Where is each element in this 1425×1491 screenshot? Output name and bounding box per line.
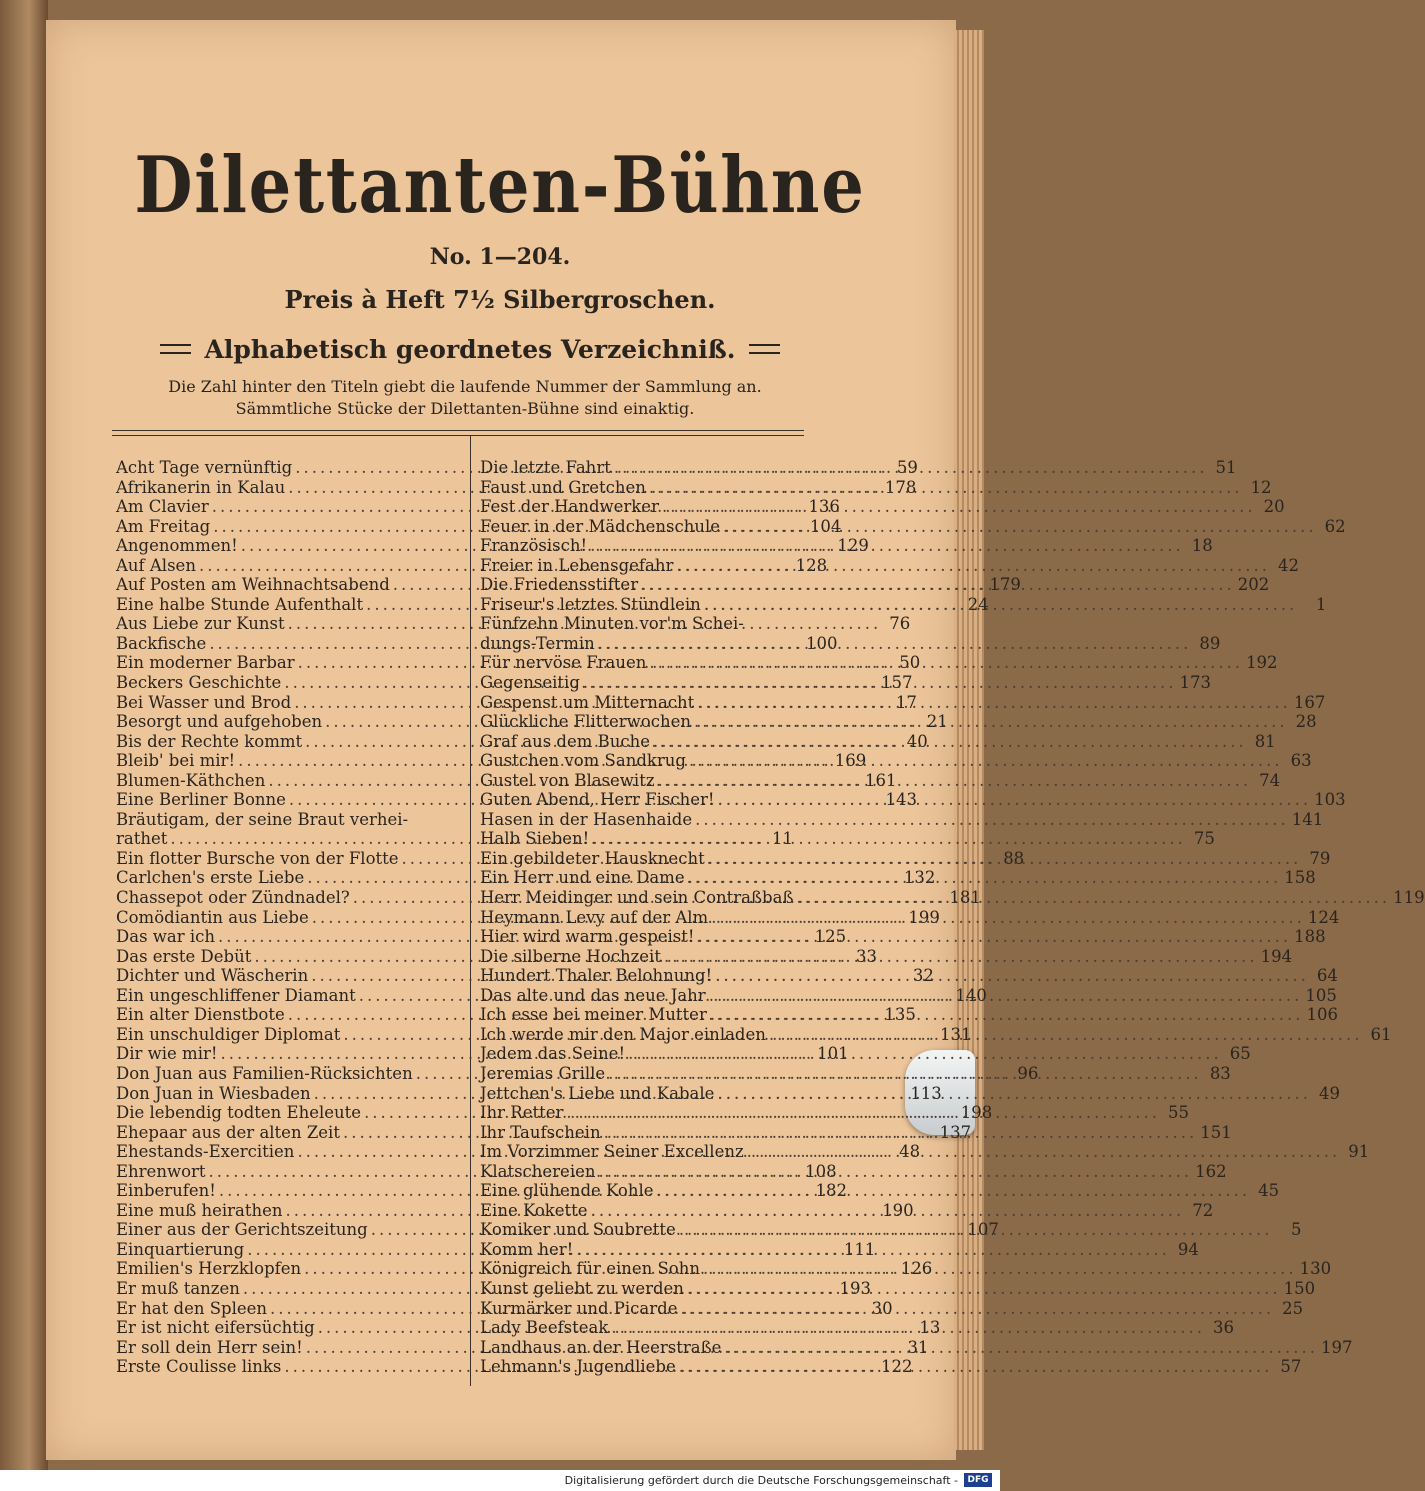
dot-leader	[588, 1201, 1188, 1220]
entry-number: 50	[899, 653, 921, 673]
index-entry	[116, 810, 456, 830]
entry-title: dungs-Termin	[480, 633, 595, 653]
dot-leader	[563, 1103, 1163, 1122]
entry-number: 193	[839, 1278, 872, 1298]
dot-leader	[705, 849, 1305, 868]
entry-number: 140	[955, 985, 987, 1005]
decorative-rule-left	[160, 344, 191, 354]
entry-number: 104	[809, 516, 842, 536]
entry-title: Das erste Debüt	[116, 946, 252, 966]
entry-number: 132	[903, 868, 936, 888]
entry-title: Komiker und Soubrette	[480, 1220, 676, 1240]
entry-number: 108	[805, 1161, 837, 1181]
dot-leader	[677, 1299, 1277, 1318]
table-top-rule	[112, 430, 804, 436]
entry-title: Backfische	[116, 633, 207, 653]
entry-title: Ein ungeschliffener Diamant	[116, 985, 356, 1005]
entry-number: 105	[1305, 985, 1337, 1005]
entry-title: Carlchen's erste Liebe	[116, 868, 305, 888]
facing-page-edge	[0, 0, 48, 1470]
entry-number: 137	[939, 1122, 972, 1142]
entry-title: Französisch!	[480, 536, 588, 556]
entry-title: Am Clavier	[116, 497, 209, 517]
funding-credit: Digitalisierung gefördert durch die Deutsche Forschungsgemeinschaft -	[564, 1474, 958, 1487]
index-entry	[480, 829, 1215, 849]
entry-number: 136	[808, 497, 840, 517]
dot-leader	[587, 536, 1187, 555]
entry-title: Acht Tage vernünftig	[116, 458, 293, 477]
entry-number: 179	[989, 575, 1021, 595]
entry-title: Bis der Rechte kommt	[116, 731, 303, 751]
entry-number: 150	[1283, 1278, 1316, 1298]
price-line: Preis à Heft 7½ Silbergroschen.	[284, 285, 716, 314]
entry-number: 143	[885, 790, 918, 810]
dot-leader	[589, 829, 1189, 848]
number-range: No. 1—204.	[429, 244, 571, 270]
dot-leader	[596, 1162, 1196, 1181]
entry-number: 13	[919, 1318, 941, 1338]
dot-leader	[701, 595, 1301, 614]
entry-number: 100	[805, 633, 838, 653]
entry-number: 79	[1309, 848, 1331, 868]
entry-title: Kunst geliebt zu werden	[480, 1278, 684, 1298]
entry-title: Ich esse bei meiner Mutter	[480, 1005, 707, 1025]
entry-title: Ihr Retter	[480, 1103, 564, 1123]
entry-title: Ehepaar aus der alten Zeit	[116, 1122, 340, 1142]
entry-number: 17	[895, 692, 917, 712]
entry-number: 81	[1254, 731, 1276, 751]
entry-number: 31	[907, 1337, 929, 1357]
entry-title: Im Vorzimmer Seiner Excellenz	[480, 1142, 744, 1162]
entry-title: Don Juan aus Familien-Rücksichten	[116, 1063, 413, 1083]
dot-leader	[720, 517, 1320, 536]
entry-title: Für nervöse Frauen	[480, 653, 647, 673]
entry-number: 57	[1280, 1357, 1302, 1377]
note-line-2: Sämmtliche Stücke der Dilettanten-Bühne sind einaktig.	[235, 399, 695, 418]
entry-title: Klatschereien	[480, 1161, 596, 1181]
note-line-1: Die Zahl hinter den Titeln giebt die laufende Nummer der Sammlung an.	[168, 377, 762, 396]
entry-title: Das war ich	[116, 927, 216, 947]
entry-number: 96	[1017, 1063, 1039, 1083]
entry-number: 162	[1195, 1161, 1227, 1181]
dot-leader	[673, 556, 1273, 575]
entry-number: 28	[1295, 712, 1317, 732]
entry-title: Eine halbe Stunde Aufenthalt	[116, 594, 364, 614]
entry-number: 122	[881, 1357, 913, 1377]
dfg-logo: DFG	[964, 1473, 992, 1487]
entry-number: 190	[882, 1200, 914, 1220]
entry-title: Die Friedensstifter	[480, 575, 639, 595]
dot-leader	[744, 1142, 1344, 1161]
entry-number: 157	[880, 673, 913, 693]
entry-title: Faust und Gretchen	[480, 477, 646, 497]
entry-title: Erste Coulisse links	[116, 1357, 282, 1377]
entry-number: 173	[1179, 673, 1212, 693]
entry-number: 169	[834, 751, 867, 771]
entry-title: Landhaus an der Heerstraße	[480, 1337, 722, 1357]
dot-leader	[611, 458, 1211, 477]
entry-title: Ehrenwort	[116, 1161, 206, 1181]
entry-number: 83	[1209, 1063, 1231, 1083]
entry-number: 197	[1321, 1337, 1353, 1357]
entry-title: Bei Wasser und Brod	[116, 692, 292, 712]
entry-title: Herr Meidinger und sein Contraßbaß	[480, 888, 794, 908]
entry-title: Heymann Levy auf der Alm	[480, 907, 709, 927]
entry-number: 24	[967, 594, 989, 614]
dot-leader	[601, 1123, 1201, 1142]
entry-number: 194	[1260, 946, 1293, 966]
entry-title: Jettchen's Liebe und Kabale	[480, 1083, 715, 1103]
entry-number: 89	[1199, 633, 1221, 653]
entry-number: 135	[884, 1005, 916, 1025]
entry-number: 130	[1299, 1259, 1332, 1279]
dot-leader	[686, 751, 1286, 770]
entry-title: Die letzte Fahrt	[480, 458, 611, 477]
entry-title: Don Juan in Wiesbaden	[116, 1083, 311, 1103]
entry-number: 126	[900, 1259, 933, 1279]
entry-title: Emilien's Herzklopfen	[116, 1259, 302, 1279]
entry-number: 192	[1246, 653, 1278, 673]
dot-leader	[646, 653, 1246, 672]
entry-title: Ihr Taufschein	[480, 1122, 601, 1142]
entry-number: 88	[1003, 848, 1025, 868]
entry-title: Ein flotter Bursche von der Flotte	[116, 848, 399, 868]
entry-title: Er soll dein Herr sein!	[116, 1337, 303, 1357]
entry-title: Einberufen!	[116, 1181, 216, 1201]
dot-leader	[676, 1220, 1276, 1239]
entry-number: 25	[1282, 1298, 1304, 1318]
entry-title: Angenommen!	[116, 536, 238, 556]
dot-leader	[695, 927, 1295, 946]
entry-title: Eine Berliner Bonne	[116, 790, 286, 810]
entry-title: Gespenst um Mitternacht	[480, 692, 695, 712]
entry-title: Ich werde mir den Major einladen	[480, 1024, 766, 1044]
entry-title: Blumen-Käthchen	[116, 770, 266, 790]
entry-title: Er hat den Spleen	[116, 1298, 268, 1318]
entry-title: Jeremias Grille	[480, 1063, 606, 1083]
entry-number: 161	[864, 770, 897, 790]
entry-number: 167	[1293, 692, 1326, 712]
entry-number: 18	[1191, 536, 1213, 556]
entry-number: 158	[1284, 868, 1316, 888]
entry-number: 131	[940, 1024, 972, 1044]
dot-leader	[573, 1240, 1173, 1259]
entry-number: 51	[1215, 458, 1237, 477]
dot-leader	[605, 1064, 1205, 1083]
entry-title: Gustchen vom Sandkrug	[480, 751, 686, 771]
entry-number: 91	[1348, 1142, 1370, 1162]
entry-number: 32	[912, 966, 934, 986]
entry-title: Graf aus dem Buche	[480, 731, 651, 751]
entry-number: 61	[1370, 1024, 1392, 1044]
entry-title: Auf Alsen	[116, 555, 196, 575]
entry-title: Comödiantin aus Liebe	[116, 907, 309, 927]
dot-leader	[714, 1084, 1314, 1103]
dot-leader	[661, 947, 1261, 966]
entry-title: Halb Sieben!	[480, 829, 590, 849]
entry-number: 202	[1237, 575, 1270, 595]
entry-number: 198	[960, 1103, 993, 1123]
entry-title: Auf Posten am Weihnachtsabend	[116, 575, 390, 595]
entry-title: Jedem das Seine!	[480, 1044, 626, 1064]
dot-leader	[708, 908, 1308, 927]
entry-title: Guten Abend, Herr Fischer!	[480, 790, 715, 810]
entry-title: Beckers Geschichte	[116, 673, 282, 693]
entry-number: 48	[899, 1142, 921, 1162]
entry-number: 65	[1229, 1044, 1251, 1064]
entry-title: Eine muß heirathen	[116, 1200, 283, 1220]
entry-number: 33	[856, 946, 877, 966]
entry-number: 62	[1324, 516, 1346, 536]
entry-number: 107	[967, 1220, 999, 1240]
entry-number: 64	[1316, 966, 1338, 986]
dot-leader	[608, 1318, 1208, 1337]
entry-number: 124	[1307, 907, 1340, 927]
entry-number: 63	[1290, 751, 1312, 771]
dot-leader	[712, 966, 1312, 985]
entry-title: Chassepot oder Zündnadel?	[116, 888, 350, 908]
entry-number: 59	[896, 458, 918, 477]
entry-number: 74	[1259, 770, 1281, 790]
entry-title: Ein alter Dienstbote	[116, 1005, 285, 1025]
entry-number: 103	[1314, 790, 1346, 810]
entry-number: 129	[837, 536, 869, 556]
section-heading: Alphabetisch geordnetes Verzeichniß.	[204, 334, 736, 364]
entry-number: 72	[1192, 1200, 1214, 1220]
dot-leader	[659, 497, 1259, 516]
dot-leader	[691, 712, 1291, 731]
entry-title: Eine Kokette	[480, 1200, 588, 1220]
entry-number: 1	[1315, 594, 1327, 614]
entry-title: Afrikanerin in Kalau	[116, 477, 286, 497]
entry-title: Ein gebildeter Hausknecht	[480, 848, 705, 868]
entry-number: 119	[1393, 888, 1425, 908]
entry-number: 182	[815, 1181, 848, 1201]
dot-leader	[721, 1338, 1321, 1357]
entry-title: Bräutigam, der seine Braut verhei-	[116, 809, 409, 829]
entry-title: Komm her!	[480, 1239, 574, 1259]
entry-number: 113	[910, 1083, 942, 1103]
entry-number: 42	[1278, 555, 1299, 575]
entry-title: Hundert Thaler Belohnung!	[480, 966, 713, 986]
entry-number: 20	[1263, 497, 1285, 517]
dot-leader	[692, 810, 1292, 829]
entry-title: Am Freitag	[116, 516, 211, 536]
index-entry	[480, 614, 812, 634]
entry-title: Dir wie mir!	[116, 1044, 218, 1064]
entry-number: 125	[814, 927, 847, 947]
entry-title: Ein Herr und eine Dame	[480, 868, 685, 888]
entry-title: Bleib' bei mir!	[116, 751, 236, 771]
entry-title: Die silberne Hochzeit	[480, 946, 661, 966]
dot-leader	[655, 771, 1255, 790]
entry-number: 111	[843, 1239, 876, 1259]
dot-leader	[650, 732, 1250, 751]
entry-number: 101	[817, 1044, 849, 1064]
entry-title: Gustel von Blasewitz	[480, 770, 655, 790]
dot-leader	[580, 673, 1180, 692]
dot-leader	[646, 478, 1246, 497]
dot-leader	[625, 1044, 1225, 1063]
entry-number: 76	[889, 614, 911, 634]
entry-title: Besorgt und aufgehoben	[116, 712, 323, 732]
entry-title: Hier wird warm gespeist!	[480, 927, 695, 947]
entry-title: Einer aus der Gerichtszeitung	[116, 1220, 368, 1240]
dot-leader	[766, 1025, 1366, 1044]
entry-title: Dichter und Wäscherin	[116, 966, 309, 986]
entry-number: 141	[1291, 809, 1324, 829]
dot-leader	[595, 634, 1195, 653]
entry-title: Kurmärker und Picarde	[480, 1298, 678, 1318]
dot-leader	[654, 1181, 1254, 1200]
entry-title: Er ist nicht eifersüchtig	[116, 1318, 315, 1338]
dot-leader	[715, 790, 1315, 809]
entry-title: Die lebendig todten Eheleute	[116, 1103, 362, 1123]
dot-leader	[638, 575, 1238, 594]
dot-leader	[676, 1357, 1276, 1376]
entry-title: Hasen in der Hasenhaide	[480, 809, 693, 829]
entry-title: Gegenseitig	[480, 673, 580, 693]
entry-number: 181	[949, 888, 981, 908]
entry-title: Fünfzehn Minuten vor'm Schei-	[480, 614, 744, 634]
entry-number: 151	[1200, 1122, 1232, 1142]
dot-leader	[707, 1005, 1307, 1024]
entry-title: Feuer in der Mädchenschule	[480, 516, 720, 536]
entry-title: Ehestands-Exercitien	[116, 1142, 295, 1162]
dot-leader	[694, 693, 1294, 712]
entry-number: 12	[1250, 477, 1272, 497]
entry-title: Lehmann's Jugendliebe	[480, 1357, 676, 1377]
entry-number: 55	[1168, 1103, 1190, 1123]
entry-number: 199	[908, 907, 940, 927]
entry-title: Das alte und das neue Jahr	[480, 985, 706, 1005]
entry-number: 45	[1258, 1181, 1280, 1201]
entry-title: Er muß tanzen	[116, 1278, 240, 1298]
entry-number: 128	[795, 555, 828, 575]
decorative-rule-right	[749, 344, 780, 354]
dot-leader	[684, 1279, 1284, 1298]
entry-title: Ein moderner Barbar	[116, 653, 295, 673]
entry-number: 49	[1319, 1083, 1341, 1103]
entry-title: Freier in Lebensgefahr	[480, 555, 674, 575]
entry-title: Glückliche Flitterwochen	[480, 712, 691, 732]
entry-title: Lady Beefsteak	[480, 1318, 609, 1338]
dot-leader	[706, 986, 1306, 1005]
entry-number: 5	[1290, 1220, 1302, 1240]
entry-number: 106	[1306, 1005, 1338, 1025]
entry-title: rathet	[116, 829, 168, 849]
page-title: Dilettanten-Bühne	[134, 140, 866, 231]
entry-title: Eine glühende Kohle	[480, 1181, 654, 1201]
entry-number: 94	[1177, 1239, 1199, 1259]
entry-number: 11	[772, 829, 794, 849]
entry-number: 188	[1294, 927, 1326, 947]
entry-title: Friseur's letztes Stündlein	[480, 594, 701, 614]
entry-number: 178	[884, 477, 917, 497]
entry-number: 75	[1193, 829, 1215, 849]
entry-title: Königreich für einen Sohn	[480, 1259, 700, 1279]
entry-title: Aus Liebe zur Kunst	[116, 614, 285, 634]
dot-leader	[793, 888, 1393, 907]
index-entry	[480, 809, 1324, 830]
dot-leader	[700, 1259, 1300, 1278]
entry-title: Einquartierung	[116, 1239, 245, 1259]
entry-number: 30	[871, 1298, 893, 1318]
entry-title: Fest der Handwerker	[480, 497, 659, 517]
section-heading-row	[160, 332, 780, 366]
entry-number: 40	[906, 731, 928, 751]
entry-number: 21	[926, 712, 948, 732]
entry-number: 36	[1213, 1318, 1235, 1338]
entry-title: Ein unschuldiger Diplomat	[116, 1024, 341, 1044]
explanatory-note	[110, 376, 820, 420]
dot-leader	[685, 868, 1285, 887]
